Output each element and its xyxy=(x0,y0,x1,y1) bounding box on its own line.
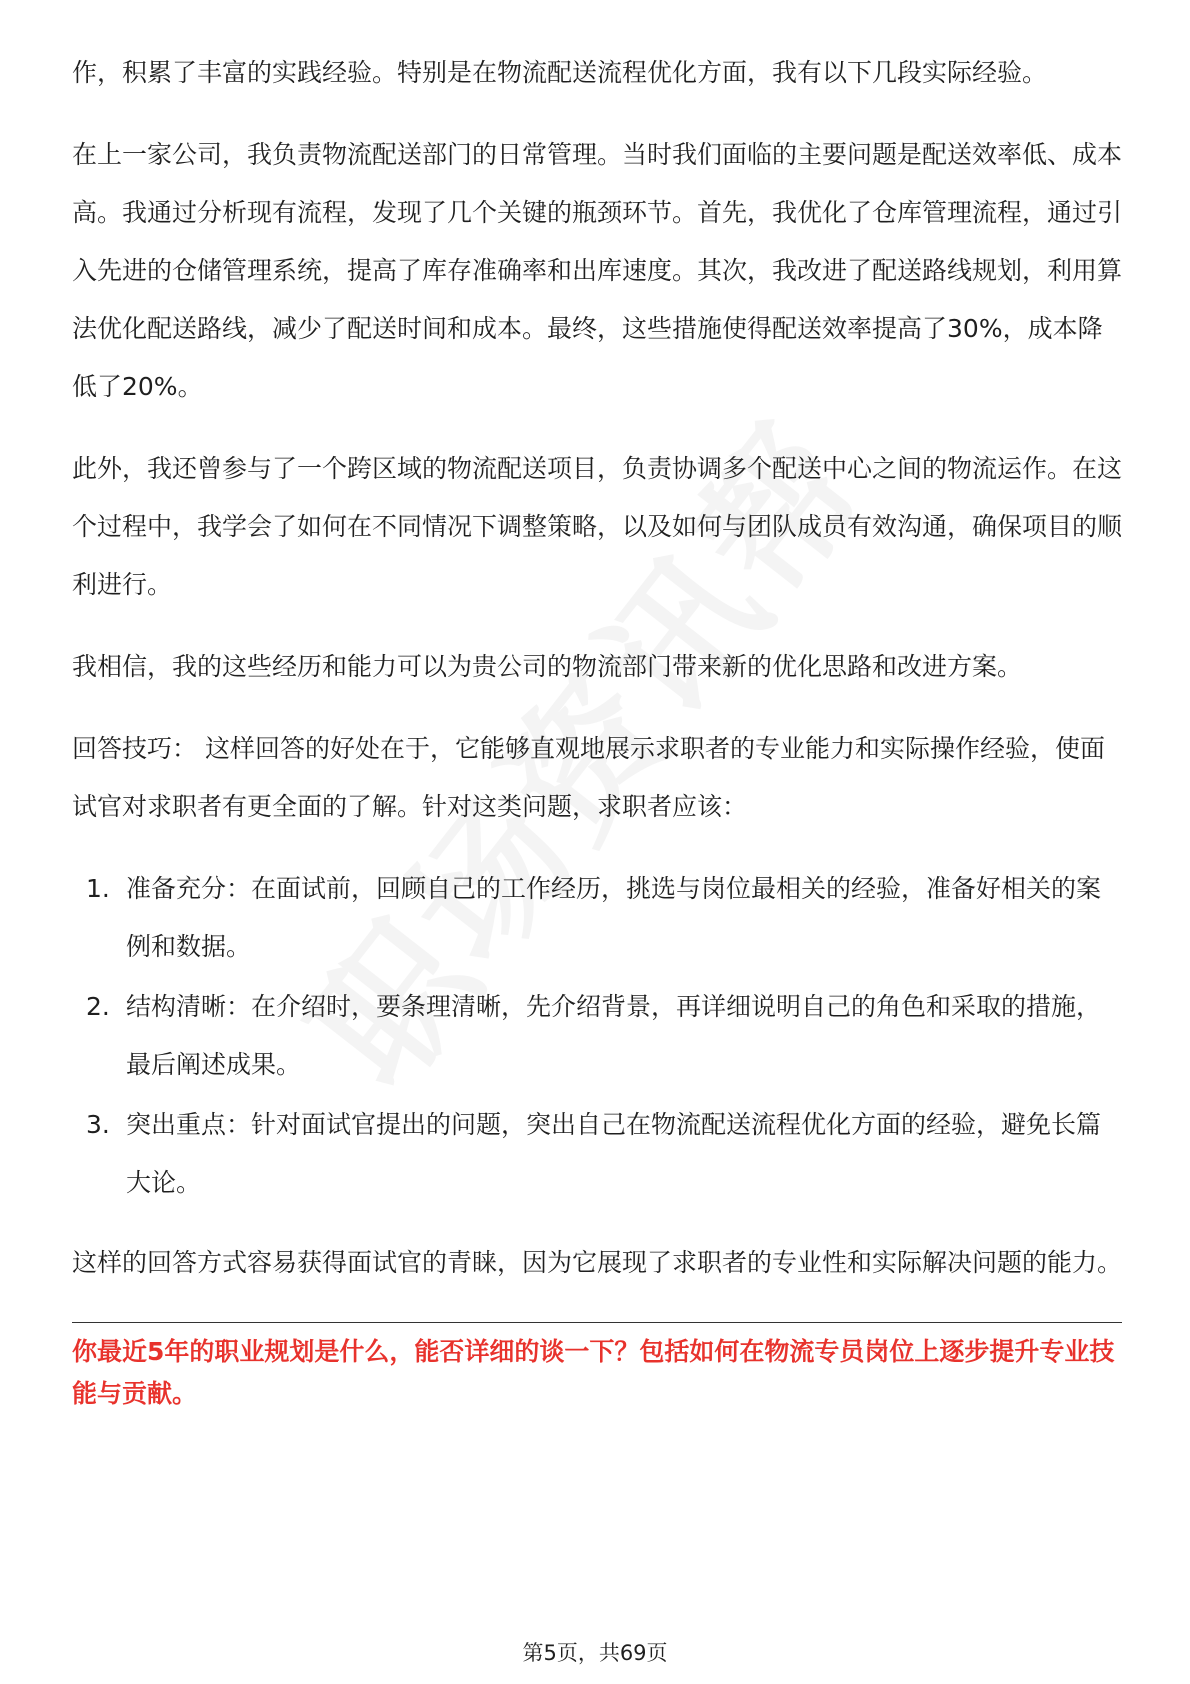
closing-paragraph: 这样的回答方式容易获得面试官的青睐，因为它展现了求职者的专业性和实际解决问题的能力。 xyxy=(72,1248,1123,1277)
tips-list xyxy=(72,860,1122,1212)
paragraph: 此外，我还曾参与了一个跨区域的物流配送项目，负责协调多个配送中心之间的物流运作。在这个过程中，我学会了如何在不同情况下调整策略，以及如何与团队成员有效沟通，确保项目的顺利进行。 xyxy=(72,454,1123,599)
list-number: 1. xyxy=(86,874,110,903)
list-number: 2. xyxy=(86,992,110,1021)
next-question-heading: 你最近5年的职业规划是什么，能否详细的谈一下？包括如何在物流专员岗位上逐步提升专业技能与贡献。 xyxy=(72,1337,1115,1408)
list-number: 3. xyxy=(86,1110,110,1139)
list-item xyxy=(72,978,1122,1094)
paragraph: 我相信，我的这些经历和能力可以为贵公司的物流部门带来新的优化思路和改进方案。 xyxy=(72,652,1023,681)
paragraph: 作，积累了丰富的实践经验。特别是在物流配送流程优化方面，我有以下几段实际经验。 xyxy=(72,58,1048,87)
page-footer: 第5页，共69页 xyxy=(522,1641,668,1665)
list-item xyxy=(72,1096,1122,1212)
list-item-text: 突出重点：针对面试官提出的问题，突出自己在物流配送流程优化方面的经验，避免长篇大论。 xyxy=(126,1110,1102,1197)
list-item xyxy=(72,860,1122,976)
section-divider xyxy=(72,1322,1122,1323)
document-body xyxy=(72,44,1122,1415)
list-item-text: 结构清晰：在介绍时，要条理清晰，先介绍背景，再详细说明自己的角色和采取的措施，最后阐述成果。 xyxy=(126,992,1102,1079)
list-item-text: 准备充分：在面试前，回顾自己的工作经历，挑选与岗位最相关的经验，准备好相关的案例和数据。 xyxy=(126,874,1102,961)
answer-tips-intro: 回答技巧： 这样回答的好处在于，它能够直观地展示求职者的专业能力和实际操作经验，使面试官对求职者有更全面的了解。针对这类问题，求职者应该： xyxy=(72,734,1105,821)
paragraph: 在上一家公司，我负责物流配送部门的日常管理。当时我们面临的主要问题是配送效率低、成本高。我通过分析现有流程，发现了几个关键的瓶颈环节。首先，我优化了仓库管理流程，通过引入先进的仓储管理系统，提高了库存准确率和出库速度。其次，我改进了配送路线规划，利用算法优化配送路线，减少了配送时间和成本。最终，这些措施使得配送效率提高了30%，成本降低了20%。 xyxy=(72,140,1123,401)
